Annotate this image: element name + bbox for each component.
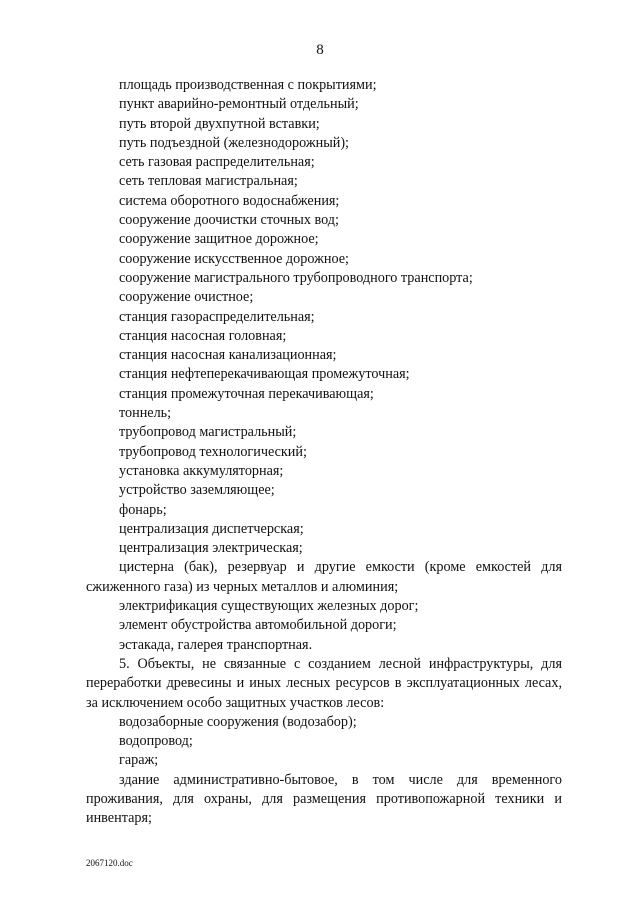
list-item: станция насосная канализационная;	[119, 347, 337, 364]
list-item: сооружение искусственное дорожное;	[119, 250, 349, 267]
list-item: путь второй двухпутной вставки;	[119, 115, 320, 132]
list-item: водозаборные сооружения (водозабор);	[119, 713, 357, 730]
section-heading-paragraph: 5. Объекты, не связанные с созданием лесной инфраструктуры, для переработки древесины и иных лесных ресурсов в эксплуатационных лесах, за исключением особо защитных участков лесов:	[86, 655, 562, 711]
list-item: эстакада, галерея транспортная.	[119, 636, 313, 653]
list-item: станция газораспределительная;	[119, 308, 315, 325]
list-item: сооружение очистное;	[119, 289, 254, 306]
list-item: водопровод;	[119, 733, 193, 750]
list-item: фонарь;	[119, 501, 167, 518]
document-body	[86, 76, 562, 829]
list-item: тоннель;	[119, 405, 172, 422]
list-item: станция насосная головная;	[119, 327, 287, 344]
list-item: пункт аварийно-ремонтный отдельный;	[119, 96, 359, 113]
list-item: сооружение доочистки сточных вод;	[119, 212, 339, 229]
list-item: трубопровод магистральный;	[119, 424, 297, 441]
list-item: элемент обустройства автомобильной дороги;	[119, 617, 397, 634]
list-item: гараж;	[119, 752, 159, 769]
list-item: путь подъездной (железнодорожный);	[119, 134, 349, 151]
file-name-footer: 2067120.doc	[86, 858, 133, 868]
list-item: сеть тепловая магистральная;	[119, 173, 298, 190]
list-item: станция нефтеперекачивающая промежуточная;	[119, 366, 410, 383]
list-item: установка аккумуляторная;	[119, 462, 284, 479]
list-item: централизация электрическая;	[119, 540, 303, 557]
page-number: 8	[316, 42, 324, 58]
list-item: площадь производственная с покрытиями;	[119, 77, 377, 93]
list-item: устройство заземляющее;	[119, 482, 275, 499]
list-item: централизация диспетчерская;	[119, 520, 304, 537]
list-item: сооружение защитное дорожное;	[119, 231, 319, 248]
list-item: сооружение магистрального трубопроводного транспорта;	[119, 269, 473, 286]
list-item: станция промежуточная перекачивающая;	[119, 385, 374, 402]
list-item: система оборотного водоснабжения;	[119, 192, 340, 209]
list-item: цистерна (бак), резервуар и другие емкости (кроме емкостей для сжиженного газа) из черных металлов и алюминия;	[86, 559, 562, 595]
list-item: трубопровод технологический;	[119, 443, 307, 460]
list-item: электрификация существующих железных дорог;	[119, 598, 419, 615]
list-item: сеть газовая распределительная;	[119, 154, 315, 171]
list-item: здание административно-бытовое, в том числе для временного проживания, для охраны, для размещения противопожарной техники и инвентаря;	[86, 771, 562, 827]
